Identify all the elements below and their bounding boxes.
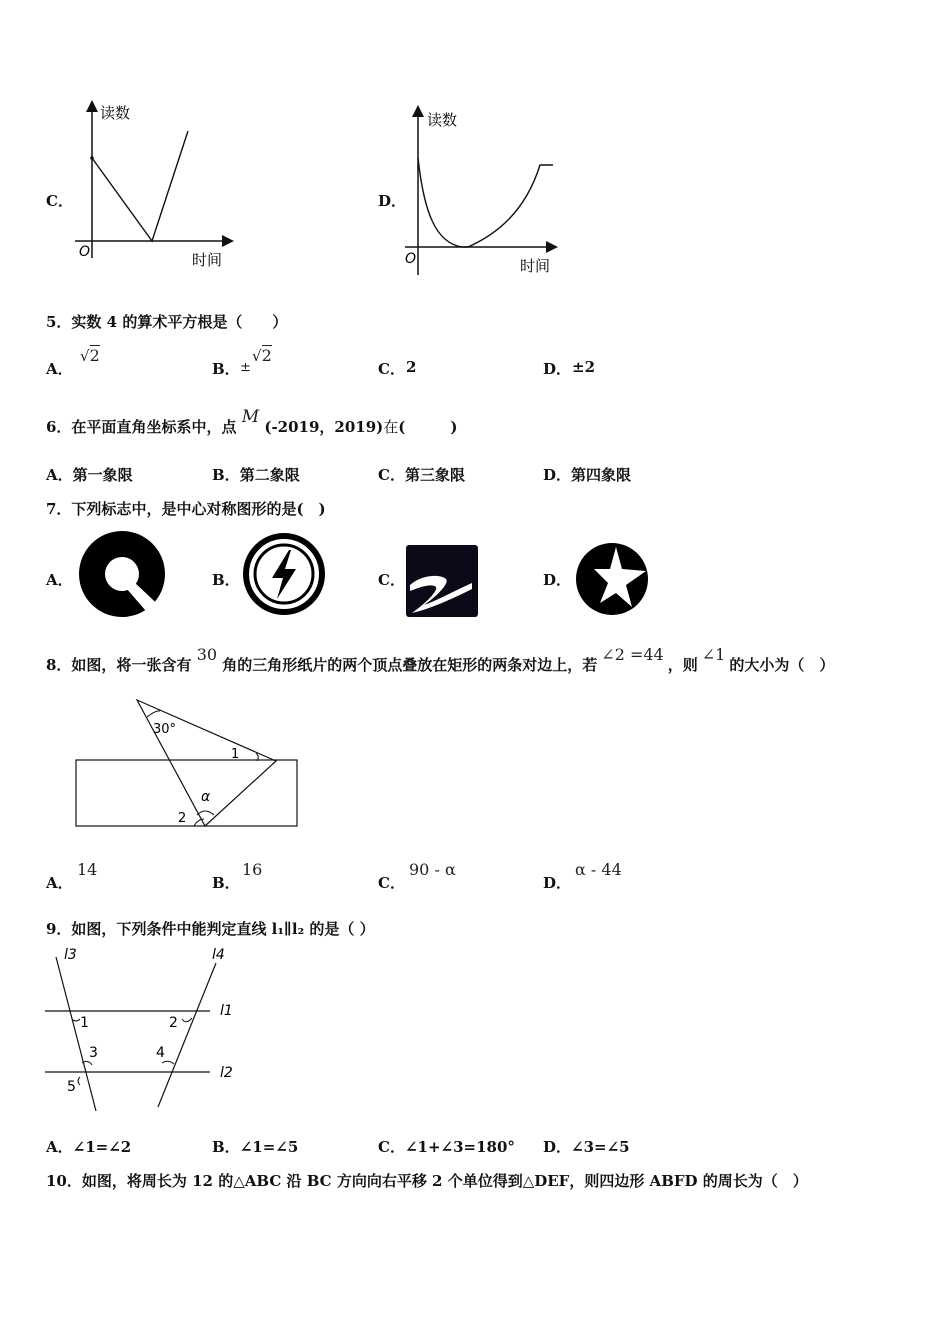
q5-option-c-value: 2 xyxy=(406,358,417,376)
q9-option-d: D．∠3=∠5 xyxy=(543,1138,630,1156)
angle-2: 2 xyxy=(169,1015,178,1031)
q5-option-a-label: A． xyxy=(46,360,73,378)
q9-stem: 9．如图，下列条件中能判定直线 l₁∥l₂ 的是（ ） xyxy=(46,920,375,938)
angle-1: 1 xyxy=(80,1015,89,1031)
logo-c-icon xyxy=(406,545,478,617)
q7-option-a-label: A． xyxy=(46,571,73,589)
q9-option-c: C．∠1+∠3=180° xyxy=(378,1138,515,1156)
label-l2: l2 xyxy=(220,1065,233,1081)
point-m: M xyxy=(241,407,260,427)
q5-option-d-value: ±2 xyxy=(572,358,596,376)
rectangle xyxy=(76,760,297,826)
q6-stem: 6．在平面直角坐标系中，点 M (-2019，2019)在( ) xyxy=(46,407,458,436)
q8-option-d-value: α - 44 xyxy=(575,860,622,879)
angle-5: 5 xyxy=(67,1079,76,1095)
q6-option-c: C．第三象限 xyxy=(378,466,465,484)
q5-option-d-label: D． xyxy=(543,360,572,378)
q7-option-b-label: B． xyxy=(212,571,240,589)
q6-option-d: D．第四象限 xyxy=(543,466,632,484)
q9-option-b: B．∠1=∠5 xyxy=(212,1138,299,1156)
q8-option-b-label: B． xyxy=(212,874,240,892)
angle-30-label: 30° xyxy=(153,722,177,737)
q5-stem: 5．实数 4 的算术平方根是（ ） xyxy=(46,313,288,331)
q4-option-c-label: C． xyxy=(46,192,73,210)
q7-option-d-label: D． xyxy=(543,571,572,589)
q4-graph-c xyxy=(70,98,240,273)
label-l3: l3 xyxy=(64,947,77,963)
x-axis-label: 时间 xyxy=(520,257,551,275)
q8-option-b-value: 16 xyxy=(242,860,263,879)
q8-option-a-value: 14 xyxy=(77,860,98,879)
line-l4 xyxy=(158,963,216,1107)
y-axis-label: 读数 xyxy=(427,111,458,129)
logo-d-star-icon xyxy=(574,541,652,617)
q6-option-a: A．第一象限 xyxy=(46,466,133,484)
label-l1: l1 xyxy=(220,1003,233,1019)
q9-figure xyxy=(40,945,250,1115)
line-l3 xyxy=(56,957,96,1111)
q8-figure xyxy=(70,695,310,835)
triangle xyxy=(137,700,276,826)
q8-stem: 8．如图，将一张含有 30 角的三角形纸片的两个顶点叠放在矩形的两条对边上，若∠2 =44，则∠1的大小为（ ） xyxy=(46,645,835,674)
x-axis-label: 时间 xyxy=(192,251,223,269)
q10-stem: 10．如图，将周长为 12 的△ABC 沿 BC 方向向右平移 2 个单位得到△DEF，则四边形 ABFD 的周长为（ ） xyxy=(46,1172,808,1190)
q7-option-c-label: C． xyxy=(378,571,405,589)
angle-3: 3 xyxy=(89,1045,98,1061)
q9-option-a: A．∠1=∠2 xyxy=(46,1138,132,1156)
q8-option-d-label: D． xyxy=(543,874,572,892)
q8-option-c-value: 90 - α xyxy=(409,860,456,879)
label-l4: l4 xyxy=(212,947,225,963)
logo-b-lightning-icon xyxy=(242,532,326,616)
graph-curve xyxy=(418,158,553,247)
q8-option-c-label: C． xyxy=(378,874,405,892)
logo-a-icon xyxy=(76,530,168,618)
q8-option-a-label: A． xyxy=(46,874,73,892)
q5-option-c-label: C． xyxy=(378,360,405,378)
origin-label: O xyxy=(79,244,91,260)
q5-option-b-label: B． xyxy=(212,360,240,378)
q4-graph-d xyxy=(400,103,565,278)
angle-alpha-label: α xyxy=(201,789,211,805)
q4-option-d-label: D． xyxy=(378,192,407,210)
q5-option-b-value: √2 xyxy=(252,346,272,365)
y-axis-label: 读数 xyxy=(100,104,131,122)
origin-label: O xyxy=(405,251,417,267)
q6-option-b: B．第二象限 xyxy=(212,466,300,484)
angle-4: 4 xyxy=(156,1045,165,1061)
angle-1-label: 1 xyxy=(231,747,240,762)
q7-stem: 7．下列标志中，是中心对称图形的是( ) xyxy=(46,500,326,518)
q5-option-b-pm: ± xyxy=(240,360,251,375)
graph-line xyxy=(92,131,188,241)
angle-2-label: 2 xyxy=(178,811,187,826)
q5-option-a-value: √2 xyxy=(80,346,100,365)
